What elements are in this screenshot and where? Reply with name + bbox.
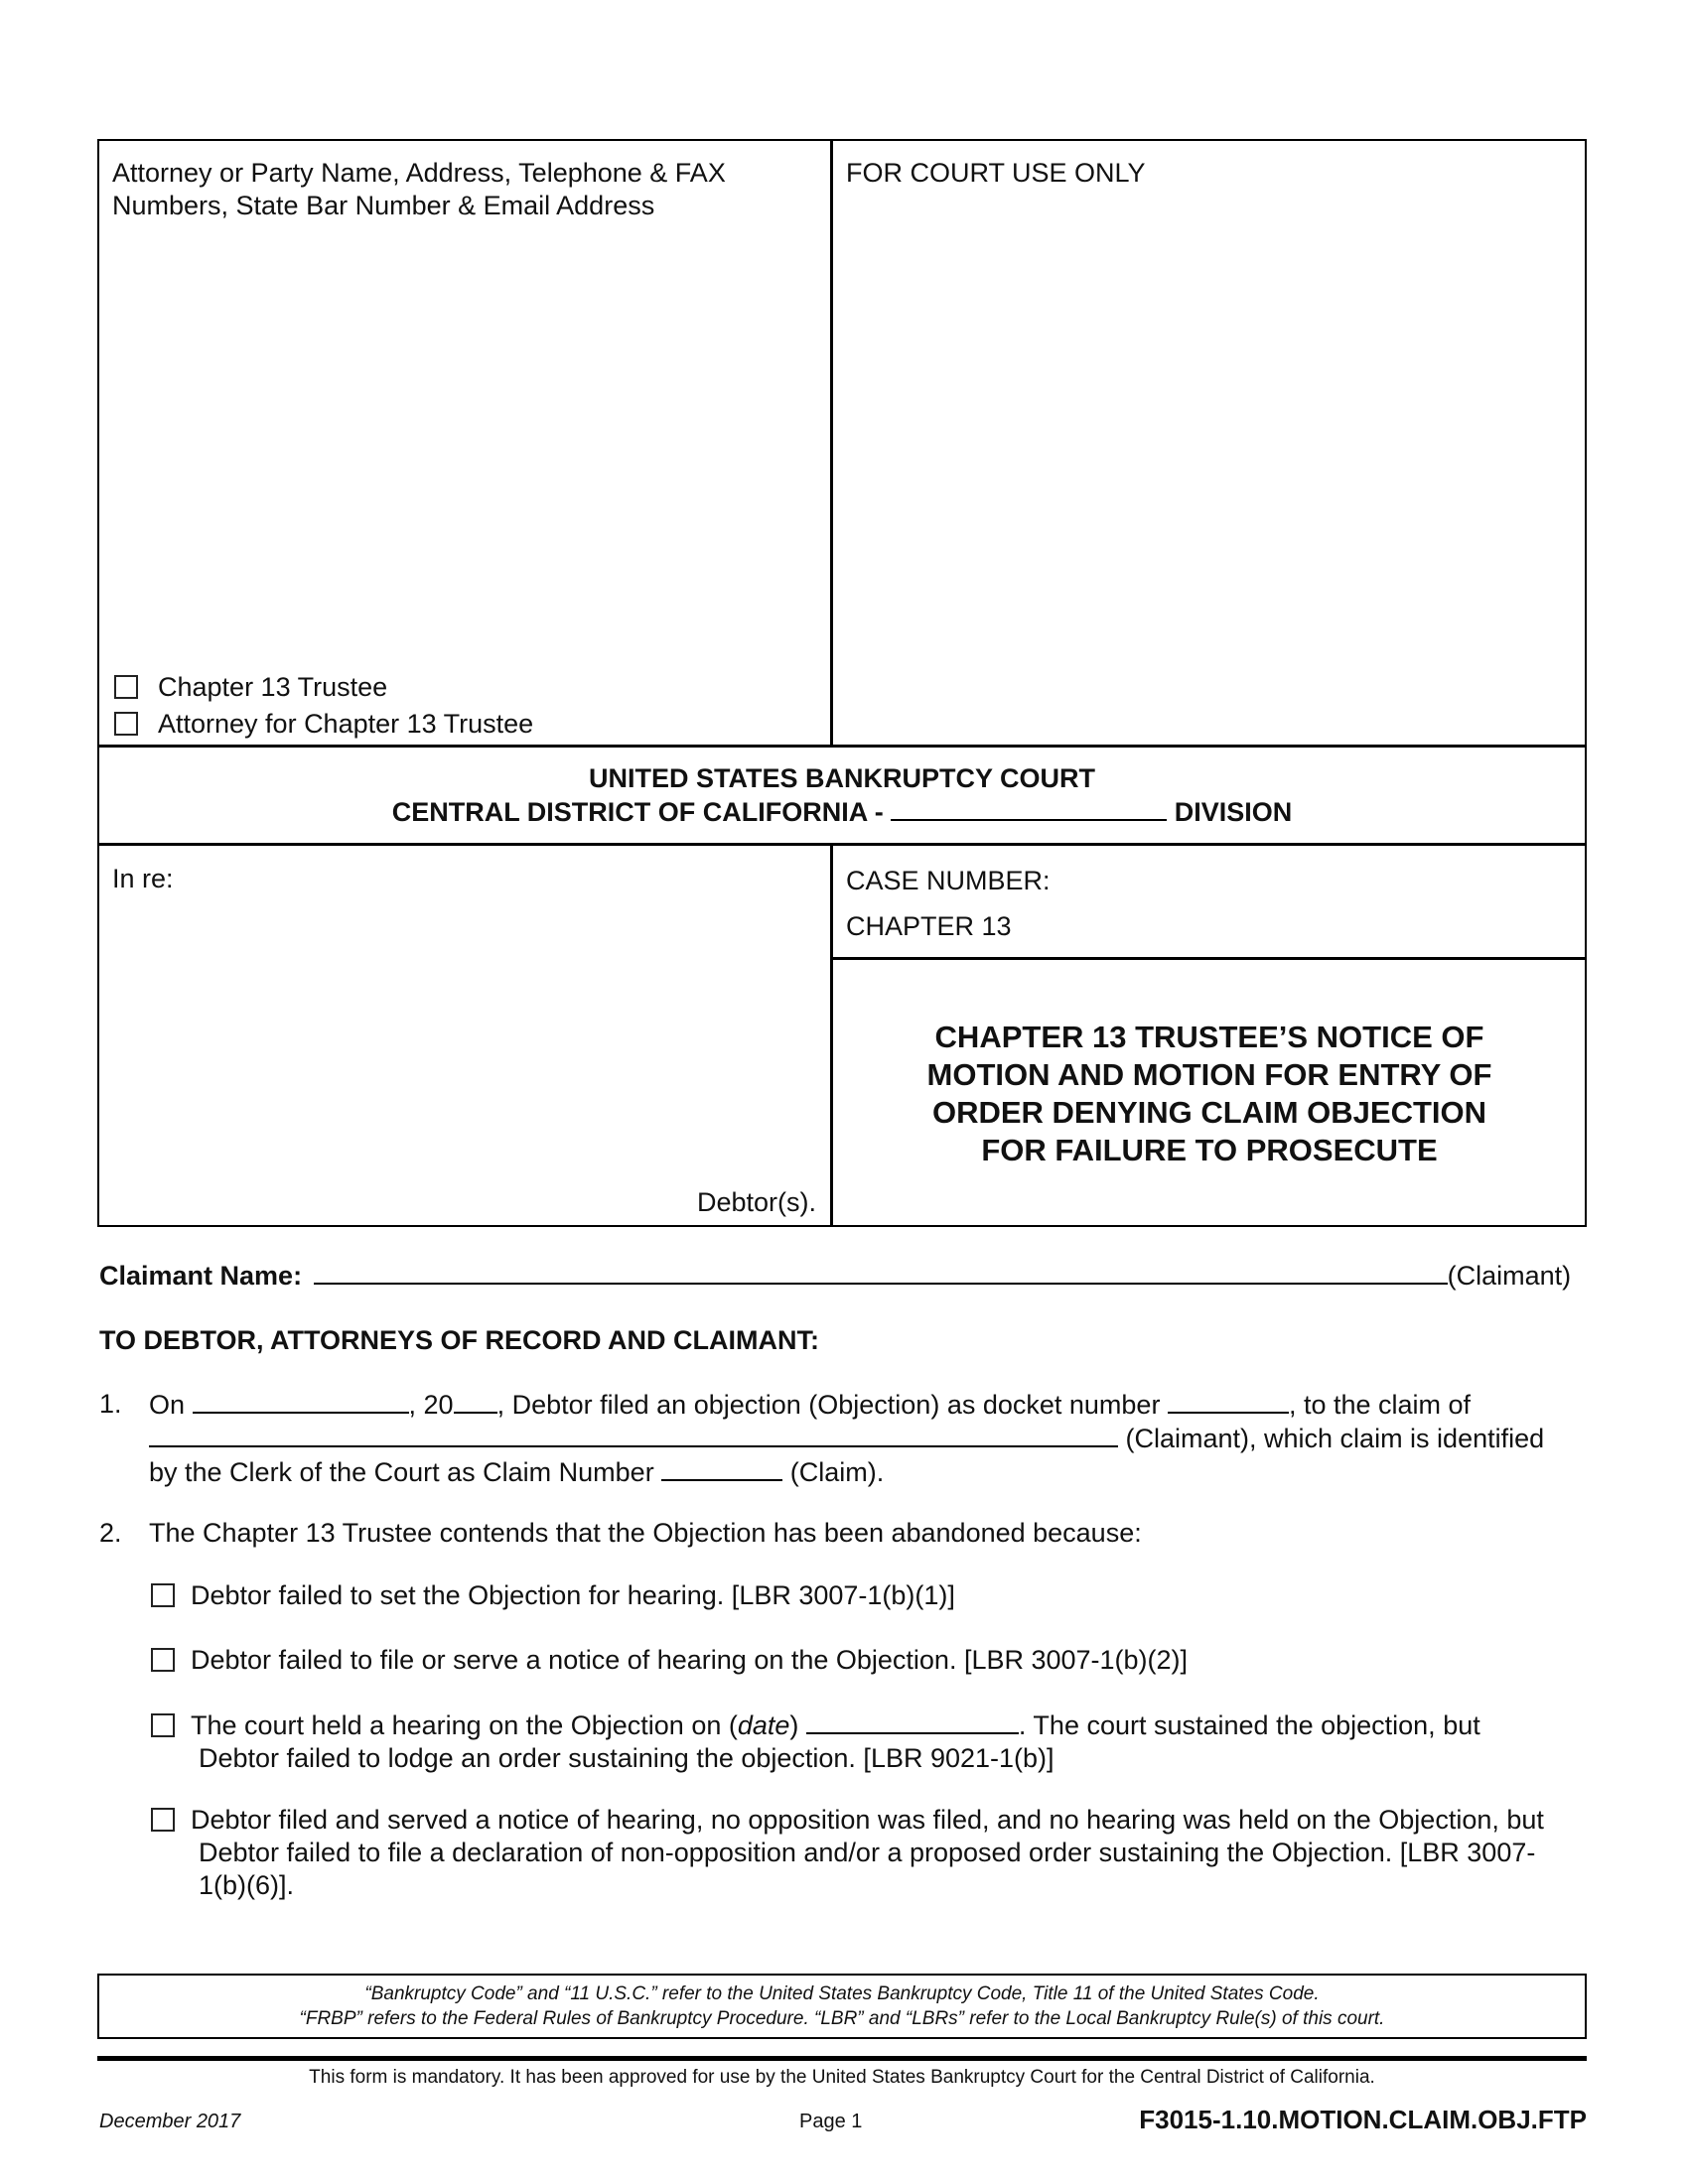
item-1-body: On , 20 , Debtor filed an objection (Objection) as docket number , to the claim of (Claimant), which claim is identified by the Clerk of the Court as Claim Number (Claim).: [149, 1390, 1545, 1487]
hearing-date-blank[interactable]: [806, 1708, 1019, 1734]
court-heading: [97, 762, 1587, 829]
debtors-label: Debtor(s).: [696, 1187, 816, 1217]
checkbox-icon[interactable]: [151, 1648, 175, 1672]
reason-option-3[interactable]: The court held a hearing on the Objection on (date) . The court sustained the objection, but Debtor failed to lodge an order sustaining the objection. [LBR 9021-1(b)]: [151, 1708, 1581, 1775]
checkbox-icon[interactable]: [151, 1808, 175, 1832]
division-blank[interactable]: [891, 795, 1167, 821]
caption-rule-3: [830, 957, 1587, 960]
reason-option-2-label: Debtor failed to file or serve a notice of hearing on the Objection. [LBR 3007-1(b)(2)]: [191, 1645, 1189, 1675]
claimant-name-label: Claimant Name:: [99, 1261, 303, 1291]
definitions-line-2: “FRBP” refers to the Federal Rules of Bankruptcy Procedure. “LBR” and “LBRs” refer to the Local Bankruptcy Rule(s) of this court.: [299, 2008, 1385, 2029]
reason-option-1[interactable]: [151, 1579, 955, 1612]
caption-divider-top: [830, 139, 833, 747]
court-name: UNITED STATES BANKRUPTCY COURT: [588, 763, 1095, 793]
mandatory-notice: This form is mandatory. It has been approved for use by the United States Bankruptcy Court for the Central District of California.: [309, 2067, 1375, 2088]
reason-option-3-line2: Debtor failed to lodge an order sustaining the objection. [LBR 9021-1(b)]: [199, 1743, 1055, 1773]
docket-number-blank[interactable]: [1168, 1388, 1289, 1414]
checkbox-icon[interactable]: [114, 675, 138, 699]
option-attorney-for-trustee[interactable]: [114, 708, 533, 741]
option-label: Attorney for Chapter 13 Trustee: [158, 709, 534, 739]
footer-rule: [97, 2056, 1587, 2061]
salutation: TO DEBTOR, ATTORNEYS OF RECORD AND CLAIMANT:: [99, 1325, 820, 1355]
court-use-label: FOR COURT USE ONLY: [846, 158, 1146, 188]
district-line: CENTRAL DISTRICT OF CALIFORNIA - DIVISION: [391, 797, 1293, 827]
filing-date-blank[interactable]: [193, 1388, 409, 1414]
reason-option-1-label: Debtor failed to set the Objection for hearing. [LBR 3007-1(b)(1)]: [191, 1580, 955, 1610]
checkbox-icon[interactable]: [114, 712, 138, 736]
year-blank[interactable]: [454, 1388, 497, 1414]
claimant-suffix: (Claimant): [1447, 1261, 1572, 1291]
definitions-box: [97, 1974, 1587, 2039]
item-1-number: 1.: [99, 1389, 122, 1419]
footer-date: December 2017: [99, 2111, 241, 2132]
caption-rule-1: [97, 745, 1587, 748]
claimant-name-row: [99, 1259, 1589, 1293]
option-chapter-13-trustee[interactable]: [114, 671, 387, 704]
chapter-label: CHAPTER 13: [846, 911, 1012, 941]
footer-page: Page 1: [799, 2111, 863, 2132]
attorney-info-label: Attorney or Party Name, Address, Telephone & FAX Numbers, State Bar Number & Email Address: [112, 158, 726, 220]
footer-form-id: F3015-1.10.MOTION.CLAIM.OBJ.FTP: [1139, 2105, 1587, 2134]
item-2-number: 2.: [99, 1518, 122, 1548]
checkbox-icon[interactable]: [151, 1583, 175, 1607]
in-re-label: In re:: [112, 864, 174, 893]
claimant-name-blank[interactable]: [314, 1259, 1448, 1285]
caption-rule-2: [97, 843, 1587, 846]
claimant-blank[interactable]: [149, 1422, 1118, 1447]
reason-option-2[interactable]: [151, 1644, 1188, 1677]
option-label: Chapter 13 Trustee: [158, 672, 388, 702]
case-number-label: CASE NUMBER:: [846, 866, 1051, 895]
reason-option-4[interactable]: Debtor filed and served a notice of hearing, no opposition was filed, and no hearing was held on the Objection, but Debtor failed to file a declaration of non-opposition and/or a proposed order sustaining the Objection. [LBR 3007- 1(b)(6)].: [151, 1804, 1589, 1902]
checkbox-icon[interactable]: [151, 1713, 175, 1737]
claim-number-blank[interactable]: [661, 1455, 782, 1481]
document-title: CHAPTER 13 TRUSTEE’S NOTICE OF MOTION AND MOTION FOR ENTRY OF ORDER DENYING CLAIM OBJECTION FOR FAILURE TO PROSECUTE: [926, 1020, 1492, 1167]
item-2-text: The Chapter 13 Trustee contends that the Objection has been abandoned because:: [149, 1518, 1142, 1548]
definitions-line-1: “Bankruptcy Code” and “11 U.S.C.” refer to the United States Bankruptcy Code, Title 11 of the United States Code.: [364, 1983, 1320, 2004]
